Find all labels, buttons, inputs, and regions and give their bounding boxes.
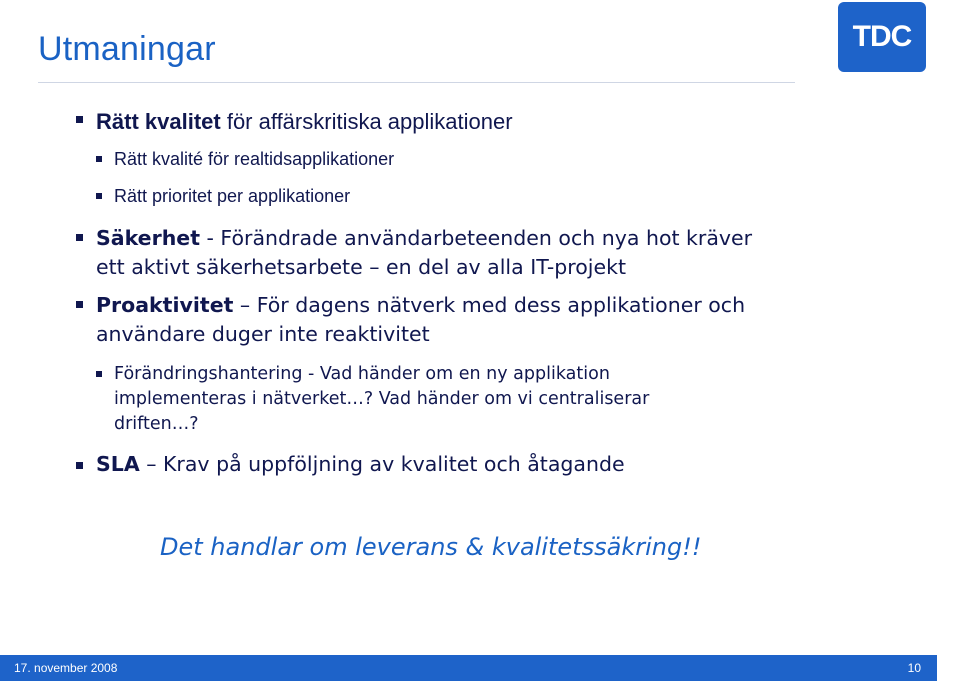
bullet-square-icon (76, 301, 83, 308)
bullet-continuation: ett aktivt säkerhetsarbete – en del av alla IT-projekt (96, 255, 627, 279)
page-number: 10 (907, 661, 921, 675)
slide-title: Utmaningar (38, 30, 216, 68)
sub-bullet-continuation: driften…? (114, 414, 199, 434)
bullet-text: för affärskritiska applikationer (220, 109, 513, 134)
bullet-text: – Krav på uppföljning av kvalitet och åtagande (139, 452, 625, 476)
sub-bullet-item: Förändringshantering - Vad händer om en ny applikation (114, 364, 610, 384)
bullet-item (96, 452, 625, 476)
sub-bullet-item: Rätt kvalité för realtidsapplikationer (114, 149, 395, 169)
title-divider (38, 82, 795, 83)
bullet-square-icon (96, 371, 102, 377)
bullet-bold-term: Rätt kvalitet (96, 109, 221, 134)
bullet-square-icon (76, 116, 83, 123)
bullet-bold-term: Säkerhet (96, 226, 200, 250)
sub-bullet-continuation: implementeras i nätverket…? Vad händer om vi centraliserar (114, 389, 650, 409)
bullet-item (96, 226, 752, 250)
bullet-item (96, 109, 513, 135)
bullet-square-icon (76, 462, 83, 469)
bullet-continuation: användare duger inte reaktivitet (96, 322, 430, 346)
bullet-square-icon (96, 193, 102, 199)
bullet-square-icon (96, 156, 102, 162)
bullet-text: – För dagens nätverk med dess applikationer och (233, 293, 746, 317)
sub-bullet-item: Rätt prioritet per applikationer (114, 186, 351, 206)
bullet-bold-term: Proaktivitet (96, 293, 234, 317)
closing-statement: Det handlar om leverans & kvalitetssäkring!! (160, 533, 702, 561)
bullet-bold-term: SLA (96, 452, 140, 476)
bullet-text: - Förändrade användarbeteenden och nya hot kräver (200, 226, 753, 250)
footer-bar (0, 655, 937, 681)
bullet-item (96, 293, 745, 317)
footer-date: 17. november 2008 (14, 661, 118, 675)
tdc-logo: TDC (838, 2, 926, 72)
bullet-square-icon (76, 234, 83, 241)
